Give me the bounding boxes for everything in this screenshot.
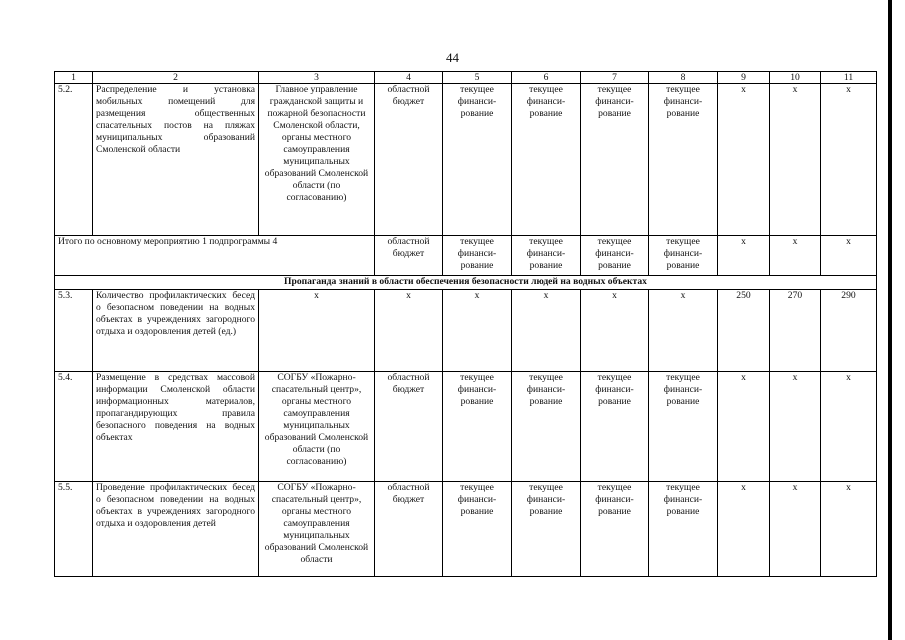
table-row: [55, 372, 877, 482]
value-cell: x: [718, 482, 770, 577]
funding-cell: текущее финанси-рование: [443, 482, 512, 577]
funding-cell: x: [581, 290, 649, 372]
funding-cell: текущее финанси-рование: [581, 84, 649, 236]
column-header: 3: [259, 72, 375, 84]
row-number: 5.5.: [55, 482, 93, 577]
funding-cell: x: [512, 290, 581, 372]
funding-cell: текущее финанси-рование: [649, 372, 718, 482]
column-header: 11: [821, 72, 877, 84]
funding-cell: текущее финанси-рование: [649, 482, 718, 577]
funding-cell: текущее финанси-рование: [443, 372, 512, 482]
column-number-row: [55, 72, 877, 84]
funding-source: областной бюджет: [375, 482, 443, 577]
value-cell: x: [770, 236, 821, 276]
funding-cell: x: [443, 290, 512, 372]
column-header: 9: [718, 72, 770, 84]
executor: Главное управление гражданской защиты и пожарной безопасности Смоленской области, органы местного самоуправления муниципальных образований Смоленской области (по согласованию): [259, 84, 375, 236]
funding-cell: текущее финанси-рование: [443, 236, 512, 276]
executor: СОГБУ «Пожарно-спасательный центр», органы местного самоуправления муниципальных образований Смоленской области (по согласованию): [259, 372, 375, 482]
column-header: 2: [93, 72, 259, 84]
value-cell: 270: [770, 290, 821, 372]
executor: x: [259, 290, 375, 372]
column-header: 7: [581, 72, 649, 84]
value-cell: x: [718, 372, 770, 482]
funding-cell: текущее финанси-рование: [649, 84, 718, 236]
funding-source: x: [375, 290, 443, 372]
funding-source: областной бюджет: [375, 372, 443, 482]
program-table: [54, 71, 877, 577]
funding-cell: текущее финанси-рование: [512, 372, 581, 482]
value-cell: x: [821, 84, 877, 236]
row-number: 5.4.: [55, 372, 93, 482]
value-cell: x: [718, 84, 770, 236]
funding-cell: текущее финанси-рование: [649, 236, 718, 276]
value-cell: 290: [821, 290, 877, 372]
page-number: 44: [446, 50, 459, 65]
row-number: 5.2.: [55, 84, 93, 236]
measure-name: Распределение и установка мобильных помещений для размещения общественных спасательных постов на пляжах муниципальных образований Смоленской области: [93, 84, 259, 236]
value-cell: x: [821, 372, 877, 482]
table-row: [55, 84, 877, 236]
funding-cell: x: [649, 290, 718, 372]
value-cell: x: [770, 482, 821, 577]
section-title: Пропаганда знаний в области обеспечения безопасности людей на водных объектах: [55, 276, 877, 290]
funding-source: областной бюджет: [375, 84, 443, 236]
row-number: 5.3.: [55, 290, 93, 372]
column-header: 10: [770, 72, 821, 84]
page-edge-line: [888, 0, 892, 640]
funding-cell: текущее финанси-рование: [581, 482, 649, 577]
measure-name: Размещение в средствах массовой информации Смоленской области информационных материалов, пропагандирующих правила безопасного поведения на водных объектах: [93, 372, 259, 482]
value-cell: x: [821, 482, 877, 577]
value-cell: x: [770, 372, 821, 482]
funding-cell: текущее финанси-рование: [443, 84, 512, 236]
funding-cell: текущее финанси-рование: [512, 236, 581, 276]
executor: СОГБУ «Пожарно-спасательный центр», органы местного самоуправления муниципальных образований Смоленской области: [259, 482, 375, 577]
measure-name: Количество профилактических бесед о безопасном поведении на водных объектах в учреждениях загородного отдыха и оздоровления детей (ед.): [93, 290, 259, 372]
funding-cell: текущее финанси-рование: [581, 236, 649, 276]
value-cell: x: [718, 236, 770, 276]
funding-source: областной бюджет: [375, 236, 443, 276]
section-heading-row: [55, 276, 877, 290]
funding-cell: текущее финанси-рование: [581, 372, 649, 482]
value-cell: x: [770, 84, 821, 236]
table-row: [55, 482, 877, 577]
column-header: 1: [55, 72, 93, 84]
total-row: [55, 236, 877, 276]
total-label: Итого по основному мероприятию 1 подпрограммы 4: [55, 236, 375, 276]
column-header: 4: [375, 72, 443, 84]
column-header: 8: [649, 72, 718, 84]
funding-cell: текущее финанси-рование: [512, 482, 581, 577]
column-header: 5: [443, 72, 512, 84]
table-row: [55, 290, 877, 372]
funding-cell: текущее финанси-рование: [512, 84, 581, 236]
measure-name: Проведение профилактических бесед о безопасном поведении на водных объектах в учреждениях загородного отдыха и оздоровления детей: [93, 482, 259, 577]
value-cell: x: [821, 236, 877, 276]
value-cell: 250: [718, 290, 770, 372]
column-header: 6: [512, 72, 581, 84]
